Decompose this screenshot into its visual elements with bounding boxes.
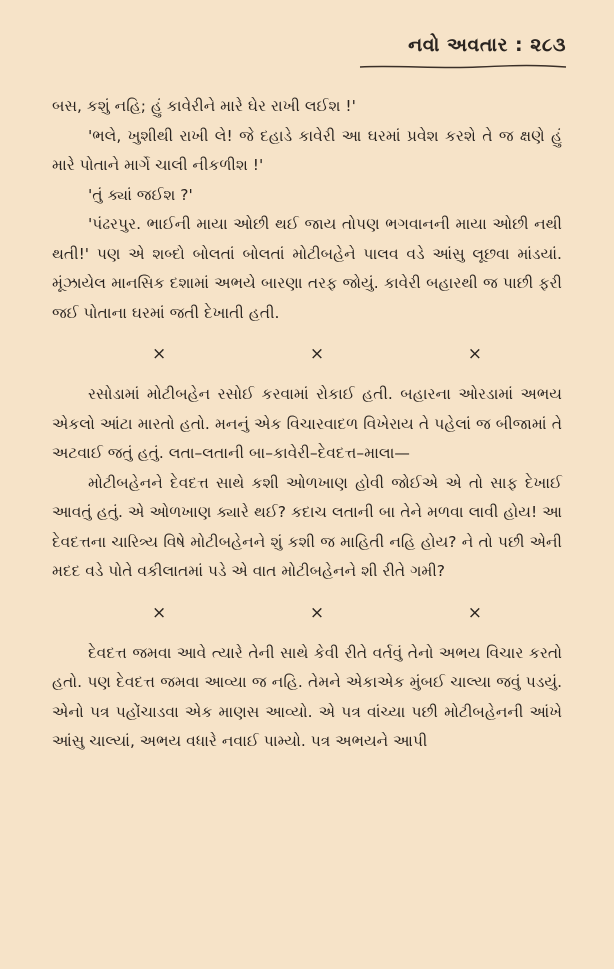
paragraph: 'ભલે, ખુશીથી રાખી લે! જે દહાડે કાવેરી આ ઘરમાં પ્રવેશ કરશે તે જ ક્ષણે હું મારે પોતાને માર્ગે ચાલી નીકળીશ !' [52, 126, 562, 174]
section-break-mark: × [467, 602, 482, 623]
section-break-mark: × [309, 602, 325, 623]
running-head: નવો અવતાર : ૨૮૩ [408, 34, 566, 56]
body-text [52, 92, 562, 757]
paragraph: 'તું ક્યાં જઈશ ?' [88, 185, 193, 204]
paragraph: 'પંઢરપુર. ભાઈની માયા ઓછી થઈ જાય તોપણ ભગવાનની માયા ઓછી નથી થતી!' પણ એ શબ્દો બોલતાં બોલતાં મોટીબહેને પાલવ વડે આંસુ લૂછવા માંડયાં. મૂંઝાયેલ માનસિક દશામાં અભયે બારણા તરફ જોયું. કાવેરી બહારથી જ પાછી ફરી જઈ પોતાના ઘરમાં જતી દેખાતી હતી. [52, 215, 562, 322]
paragraph: બસ, કશું નહિ; હું કાવેરીને મારે ઘેર રાખી લઈશ !' [52, 97, 356, 115]
paragraph: દેવદત્ત જમવા આવે ત્યારે તેની સાથે કેવી રીતે વર્તવું તેનો અભય વિચાર કરતો હતો. પણ દેવદત્ત જમવા આવ્યા જ નહિ. તેમને એકાએક મુંબઈ ચાલ્યા જવું પડયું. એનો પત્ર પહોંચાડવા એક માણસ આવ્યો. એ પત્ર વાંચ્યા પછી મોટીબહેનની આંખે આંસુ ચાલ્યાં, અભય વધારે નવાઈ પામ્યો. પત્ર અભયને આપી [52, 643, 562, 750]
section-break-mark: × [152, 344, 167, 364]
paragraph: રસોડામાં મોટીબહેન રસોઈ કરવામાં રોકાઈ હતી. બહારના ઓરડામાં અભય એકલો આંટા મારતો હતો. મનનું એક વિચારવાદળ વિખેરાય તે પહેલાં જ બીજામાં તે અટવાઈ જતું હતું. લતા–લતાની બા–કાવેરી–દેવદત્ત–માલા— [52, 385, 562, 462]
section-break [132, 601, 482, 625]
running-head-underline [358, 64, 568, 70]
paragraph: મોટીબહેનને દેવદત્ત સાથે કશી ઓળખાણ હોવી જોઈએ એ તો સાફ દેખાઈ આવતું હતું. એ ઓળખાણ ક્યારે થઈ? કદાચ લતાની બા તેને મળવા લાવી હોય! આ દેવદત્તના ચારિત્ર્ય વિષે મોટીબહેનને શું કશી જ માહિતી નહિ હોય? ને તો પછી એની મદદ વડે પોતે વકીલાતમાં પડે એ વાત મોટીબહેનને શી રીતે ગમી? [52, 473, 562, 580]
section-break [132, 342, 482, 366]
section-break-mark: × [309, 344, 325, 364]
section-break-mark: × [152, 602, 167, 623]
section-break-mark: × [467, 344, 482, 364]
